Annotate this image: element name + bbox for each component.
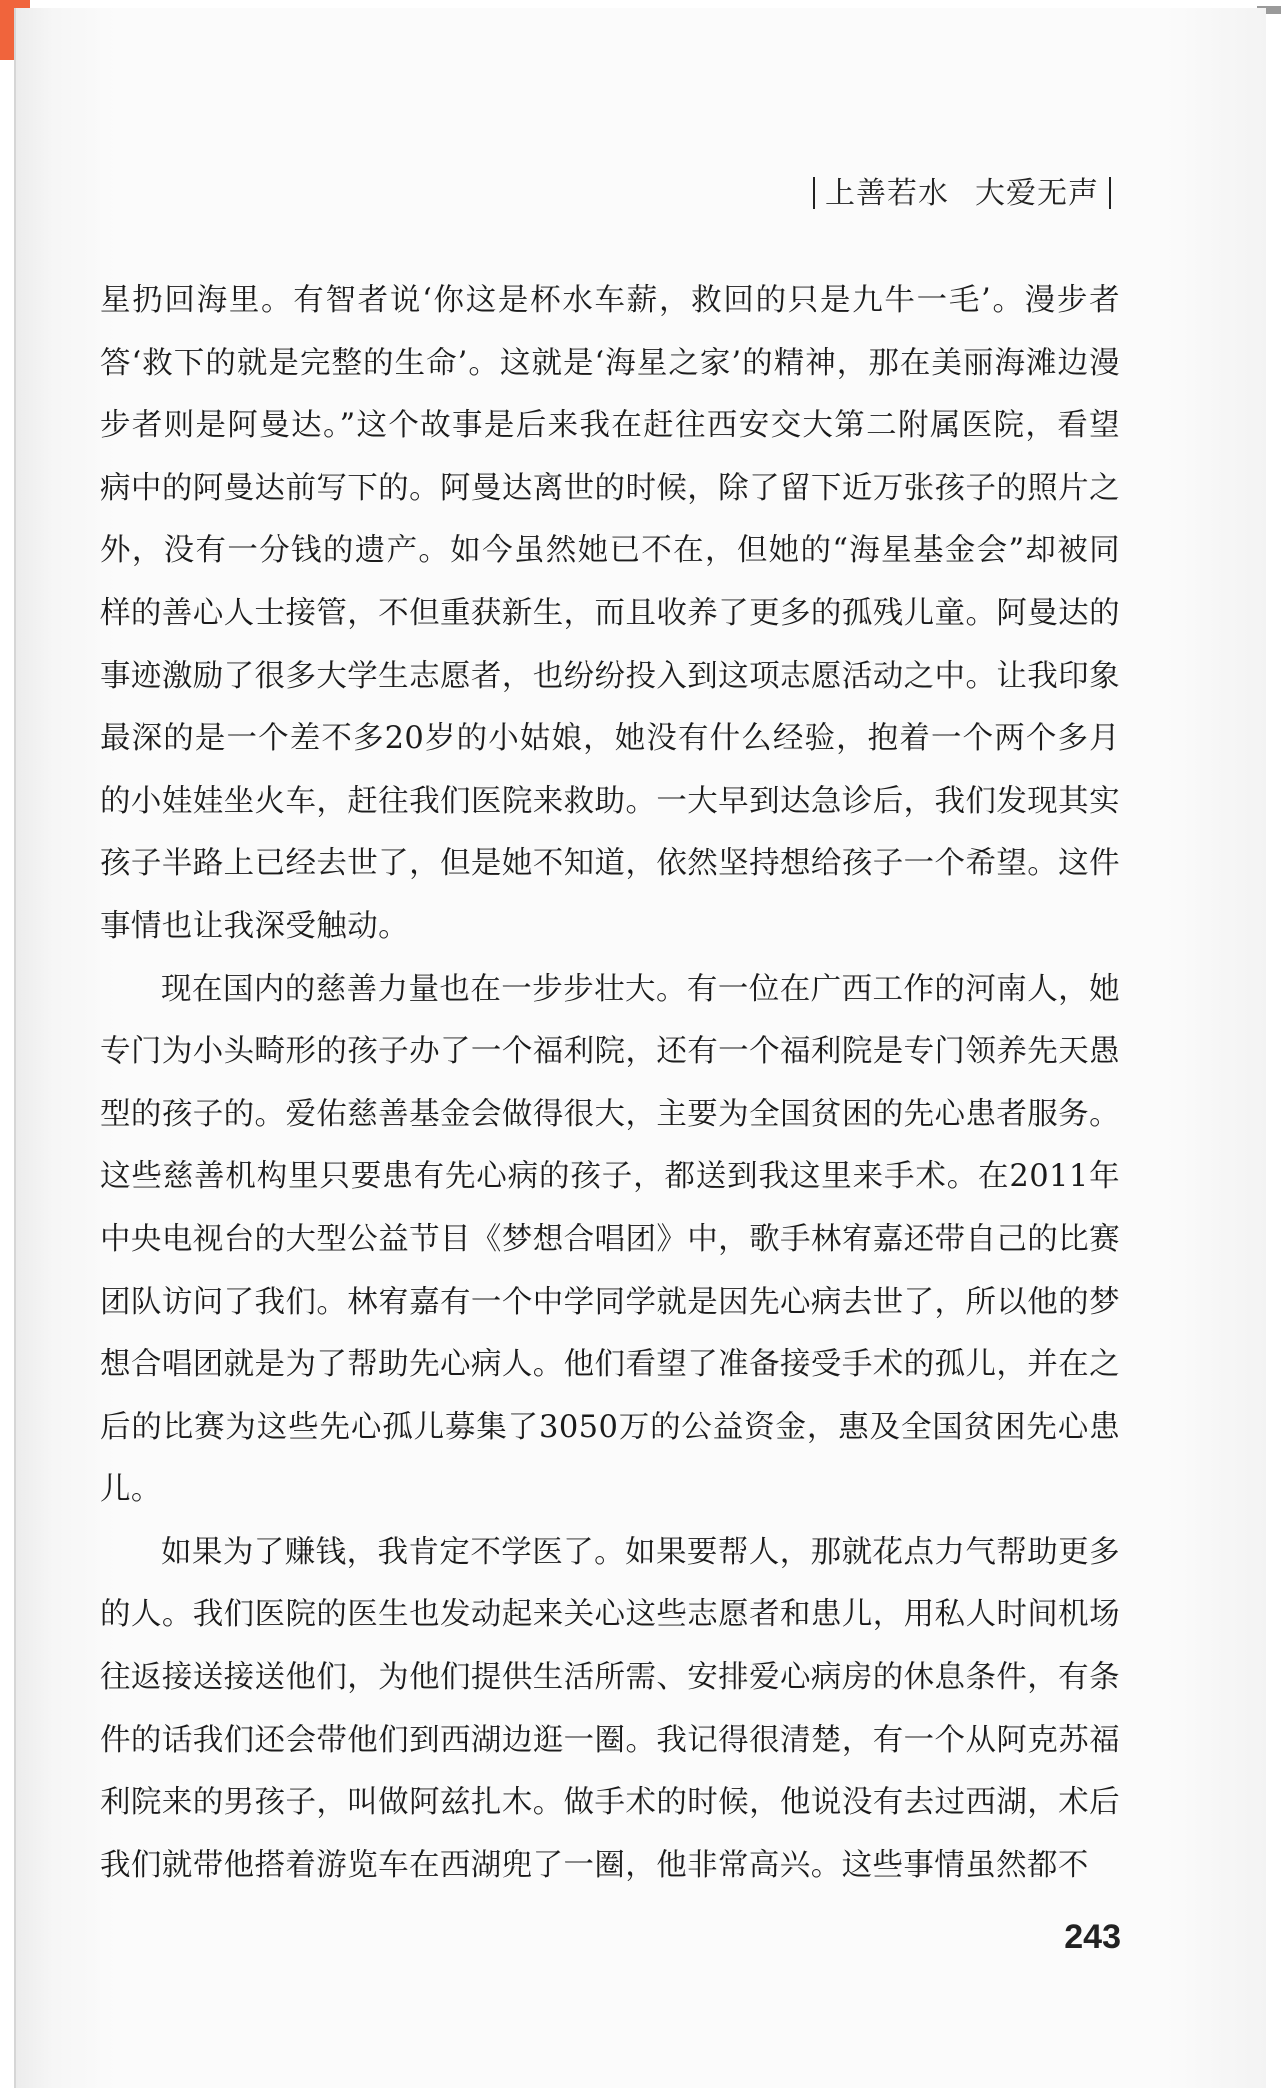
- body-text: [100, 270, 1120, 1897]
- header-title-right: 大爱无声: [975, 176, 1099, 211]
- paragraph-continued: 星扔回海里。有智者说‘你这是杯水车薪，救回的只是九牛一毛’。漫步者答‘救下的就是完整的生命’。这就是‘海星之家’的精神，那在美丽海滩边漫步者则是阿曼达。”这个故事是后来我在赶往西安交大第二附属医院，看望病中的阿曼达前写下的。阿曼达离世的时候，除了留下近万张孩子的照片之外，没有一分钱的遗产。如今虽然她已不在，但她的“海星基金会”却被同样的善心人士接管，不但重获新生，而且收养了更多的孤残儿童。阿曼达的事迹激励了很多大学生志愿者，也纷纷投入到这项志愿活动之中。让我印象最深的是一个差不多20岁的小姑娘，她没有什么经验，抱着一个两个多月的小娃娃坐火车，赶往我们医院来救助。一大早到达急诊后，我们发现其实孩子半路上已经去世了，但是她不知道，依然坚持想给孩子一个希望。这件事情也让我深受触动。: [100, 283, 1120, 944]
- paragraph: 如果为了赚钱，我肯定不学医了。如果要帮人，那就花点力气帮助更多的人。我们医院的医生也发动起来关心这些志愿者和患儿，用私人时间机场往返接送接送他们，为他们提供生活所需、安排爱心病房的休息条件，有条件的话我们还会带他们到西湖边逛一圈。我记得很清楚，有一个从阿克苏福利院来的男孩子，叫做阿兹扎木。做手术的时候，他说没有去过西湖，术后我们就带他搭着游览车在西湖兜了一圈，他非常高兴。这些事情虽然都不: [100, 1534, 1120, 1883]
- header-divider-left: [813, 177, 815, 209]
- running-header: [803, 168, 1121, 212]
- header-title-left: 上善若水: [825, 176, 949, 211]
- paragraph: 现在国内的慈善力量也在一步步壮大。有一位在广西工作的河南人，她专门为小头畸形的孩子办了一个福利院，还有一个福利院是专门领养先天愚型的孩子的。爱佑慈善基金会做得很大，主要为全国贫困的先心患者服务。这些慈善机构里只要患有先心病的孩子，都送到我这里来手术。在2011年中央电视台的大型公益节目《梦想合唱团》中，歌手林宥嘉还带自己的比赛团队访问了我们。林宥嘉有一个中学同学就是因先心病去世了，所以他的梦想合唱团就是为了帮助先心病人。他们看望了准备接受手术的孤儿，并在之后的比赛为这些先心孤儿募集了3050万的公益资金，惠及全国贫困先心患儿。: [100, 971, 1120, 1508]
- page-number: 243: [1064, 1918, 1121, 1956]
- header-divider-right: [1109, 177, 1111, 209]
